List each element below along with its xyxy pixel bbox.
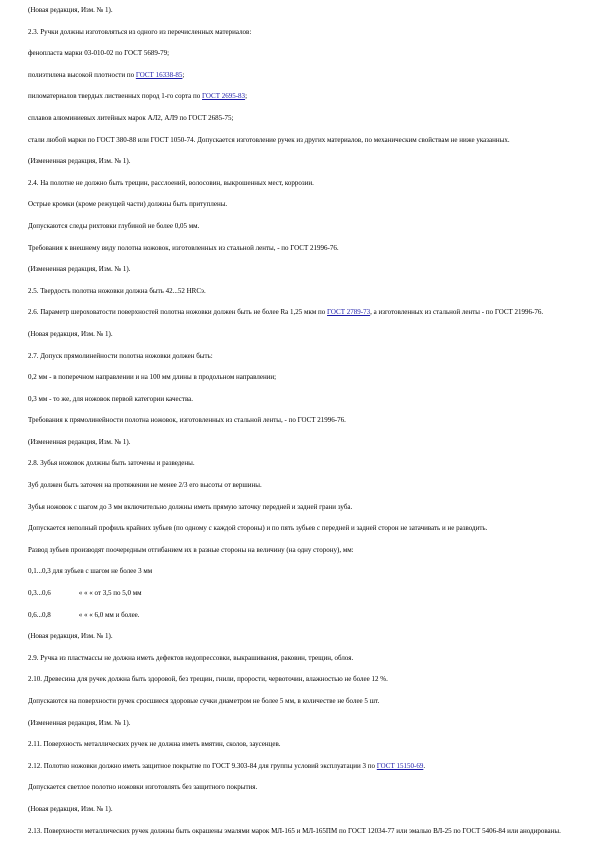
- text-span: , а изготовленных из стальной ленты - по ГОСТ 21996-76.: [370, 308, 544, 317]
- paragraph: Развод зубьев производят поочередным отгибанием их в разные стороны на величину (на одну сторону), мм:: [28, 545, 354, 554]
- amendment-note: (Новая редакция, Изм. № 1).: [28, 804, 113, 813]
- clause-2-4: 2.4. На полотне не должно быть трещин, расслоений, волосовин, выкрошенных мест, коррозии.: [28, 178, 314, 187]
- clause-2-7: 2.7. Допуск прямолинейности полотна ножовки должен быть:: [28, 351, 213, 360]
- material-item: фенопласта марки 03-010-02 по ГОСТ 5689-79;: [28, 49, 170, 58]
- paragraph: Допускаются на поверхности ручек сросшиеся здоровые сучки диаметром не более 5 мм, в количестве не более 5 шт.: [28, 697, 380, 705]
- paragraph: Зубья ножовок с шагом до 3 мм включительно должны иметь прямую заточку передней и задней грани зуба.: [28, 502, 353, 511]
- amendment-note: (Новая редакция, Изм. № 1).: [28, 632, 113, 641]
- tooth-set-row: 0,1...0,3 для зубьев с шагом не более 3 мм: [28, 567, 153, 576]
- amendment-note: (Измененная редакция, Изм. № 1).: [28, 265, 131, 274]
- clause-2-12: [28, 762, 567, 771]
- text-span: 2.12. Полотно ножовки должно иметь защитное покрытие по ГОСТ 9.303-84 для группы условий эксплуатации 3 по: [28, 761, 377, 770]
- text-span: .: [423, 761, 426, 770]
- gost-link[interactable]: ГОСТ 16338-85: [135, 70, 183, 79]
- material-item: [28, 92, 567, 101]
- set-desc: « « « 6,0 мм и более.: [78, 610, 140, 619]
- paragraph: Острые кромки (кроме режущей части) должны быть притуплены.: [28, 200, 228, 209]
- paragraph: 0,3 мм - то же, для ножовок первой категории качества.: [28, 394, 194, 403]
- text-span: ;: [245, 92, 248, 101]
- paragraph: Требования к прямолинейности полотна ножовок, изготовленных из стальной ленты, - по ГОСТ 21996-76.: [28, 416, 346, 425]
- paragraph: Требования к внешнему виду полотна ножовок, изготовленных из стальной ленты, - по ГОСТ 21996-76.: [28, 243, 339, 252]
- clause-2-8: 2.8. Зубья ножовок должны быть заточены и разведены.: [28, 459, 195, 468]
- paragraph: Допускается неполный профиль крайних зубьев (по одному с каждой стороны) и по пять зубьев с передней и задней сторон не затачивать и не разводить.: [28, 524, 488, 533]
- text-span: полиэтилена высокой плотности по: [28, 70, 136, 79]
- clause-2-10: 2.10. Древесина для ручек должна быть здоровой, без трещин, гнили, прорости, червоточин, влажностью не более 12 %.: [28, 675, 388, 684]
- amendment-note: (Измененная редакция, Изм. № 1).: [28, 157, 131, 166]
- gost-link[interactable]: ГОСТ 2789-73: [327, 308, 371, 317]
- amendment-note: (Новая редакция, Изм. № 1).: [28, 6, 113, 14]
- clause-2-11: 2.11. Поверхность металлических ручек не должна иметь вмятин, сколов, заусенцев.: [28, 740, 281, 749]
- material-item: стали любой марки по ГОСТ 380-88 или ГОСТ 1050-74. Допускается изготовление ручек из других материалов, по механическим свойствам не ниже указанных.: [28, 135, 510, 144]
- paragraph: Допускается светлое полотно ножовки изготовлять без защитного покрытия.: [28, 783, 258, 792]
- material-item: сплавов алюминиевых литейных марок АЛ2, АЛ9 по ГОСТ 2685-75;: [28, 113, 234, 122]
- material-item: [28, 71, 567, 80]
- gost-link[interactable]: ГОСТ 15150-69: [376, 761, 424, 770]
- paragraph: Допускаются следы рихтовки глубиной не более 0,05 мм.: [28, 221, 200, 230]
- paragraph: 0,2 мм - в поперечном направлении и на 100 мм длины в продольном направлении;: [28, 373, 277, 382]
- paragraph: Зуб должен быть заточен на протяжении не менее 2/3 его высоты от вершины.: [28, 481, 262, 490]
- clause-2-6: [28, 308, 567, 317]
- set-range: 0,6...0,8: [28, 610, 51, 619]
- clause-2-5: 2.5. Твердость полотна ножовки должна быть 42...52 HRCэ.: [28, 286, 206, 295]
- amendment-note: (Новая редакция, Изм. № 1).: [28, 329, 113, 338]
- clause-2-13: 2.13. Поверхности металлических ручек должны быть окрашены эмалями марок МЛ-165 и МЛ-165ПМ по ГОСТ 12034-77 или эмалью ВЛ-25 по ГОСТ 5406-84 или анодированы.: [28, 826, 561, 835]
- set-range: 0,3...0,6: [28, 589, 51, 598]
- amendment-note: (Измененная редакция, Изм. № 1).: [28, 718, 131, 727]
- clause-2-9: 2.9. Ручка из пластмассы не должна иметь дефектов недопрессовки, выкрашивания, раковин, трещин, облоя.: [28, 653, 354, 662]
- tooth-set-row: [28, 611, 567, 620]
- text-span: 2.6. Параметр шероховатости поверхностей полотна ножовки должен быть не более Ra 1,25 мкм по: [28, 308, 328, 317]
- gost-link[interactable]: ГОСТ 2695-83: [202, 92, 246, 101]
- clause-2-3: 2.3. Ручки должны изготовляться из одного из перечисленных материалов:: [28, 27, 252, 36]
- set-desc: « « « от 3,5 по 5,0 мм: [78, 589, 142, 598]
- text-span: пиломатериалов твердых лиственных пород 1-го сорта по: [28, 92, 203, 101]
- text-span: ;: [182, 70, 185, 79]
- tooth-set-row: [28, 589, 567, 598]
- amendment-note: (Измененная редакция, Изм. № 1).: [28, 437, 131, 446]
